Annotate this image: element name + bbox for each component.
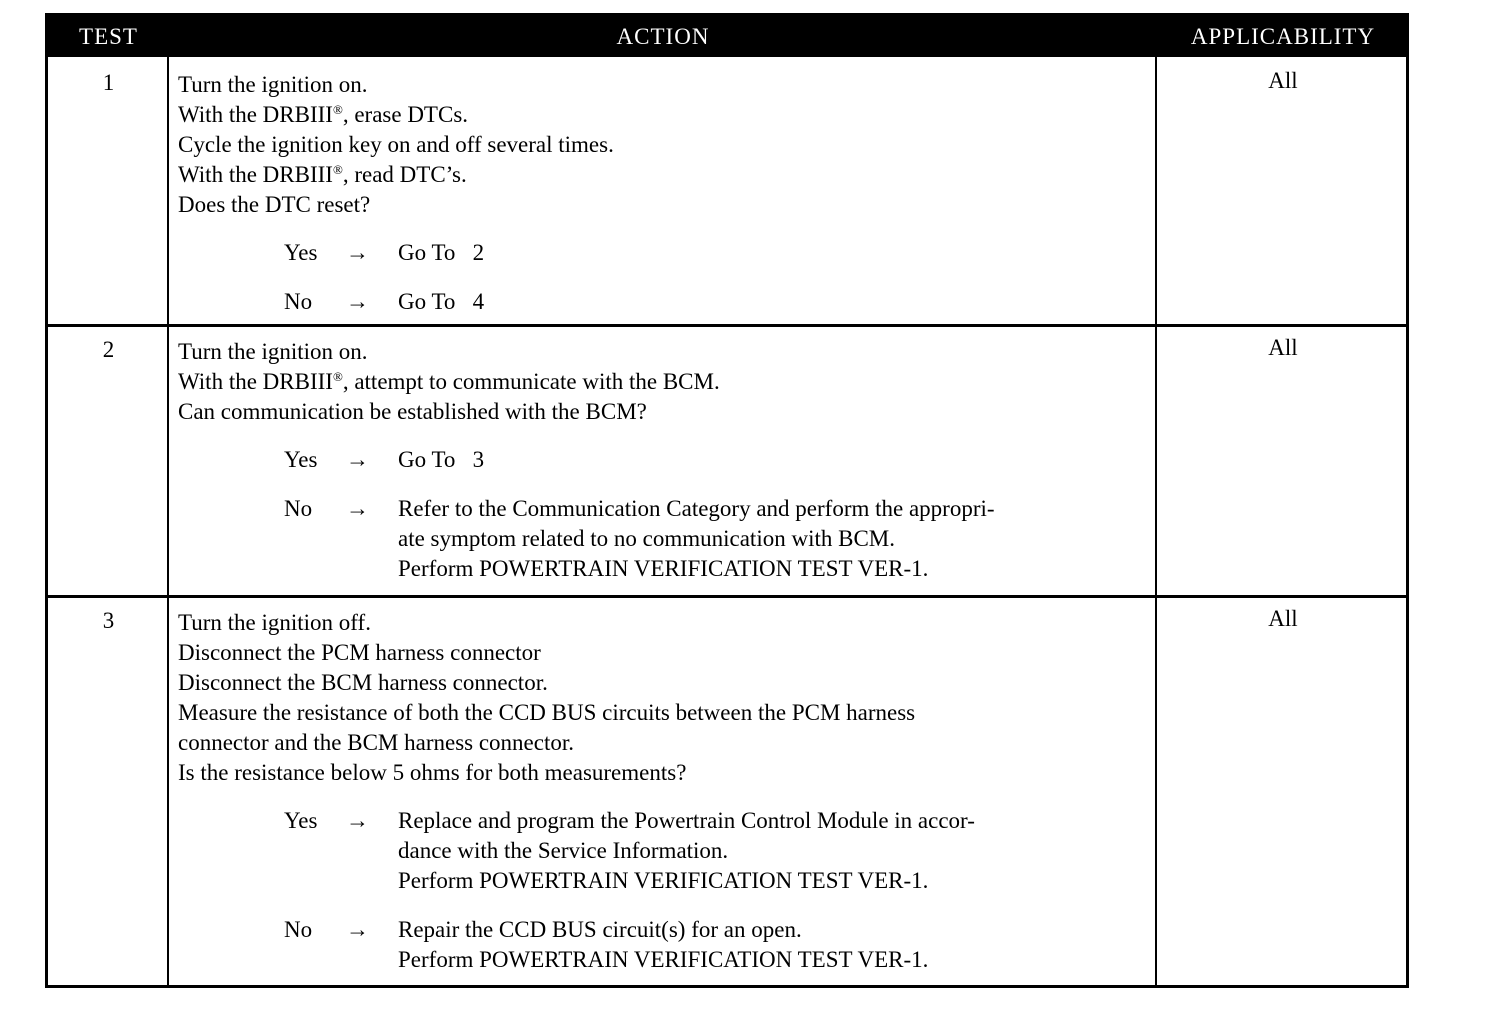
- table-row-test-3: [48, 598, 1406, 985]
- result-text: Repair the CCD BUS circuit(s) for an open. Perform POWERTRAIN VERIFICATION TEST VER-1.: [398, 917, 929, 972]
- result-no: [178, 494, 1150, 584]
- test-number: 2: [102, 337, 115, 362]
- result-list: [178, 445, 1150, 584]
- action-step: Turn the ignition on.: [178, 339, 368, 364]
- result-list: [178, 806, 1150, 975]
- applicability-cell: All: [1268, 335, 1298, 360]
- result-text: Replace and program the Powertrain Control Module in accor- dance with the Service Information. Perform POWERTRAIN VERIFICATION TEST VER-1.: [398, 808, 975, 893]
- arrow-icon: →: [346, 447, 369, 472]
- result-text: Go To 2: [398, 240, 485, 265]
- result-no: [178, 915, 1150, 975]
- result-yes: [178, 445, 1150, 475]
- arrow-icon: →: [346, 289, 369, 314]
- applicability-cell: All: [1268, 68, 1298, 93]
- test-number: 3: [102, 608, 115, 633]
- arrow-icon: →: [346, 496, 369, 521]
- result-answer: No: [284, 289, 313, 314]
- action-cell: [178, 337, 1150, 584]
- result-text: Refer to the Communication Category and perform the appropri- ate symptom related to no communication with BCM. Perform POWERTRAIN VERIFICATION TEST VER-1.: [398, 496, 995, 581]
- result-yes: [178, 806, 1150, 896]
- header-applicability: APPLICABILITY: [1190, 24, 1376, 49]
- registered-mark: ®: [332, 162, 343, 177]
- action-step: Turn the ignition on.: [178, 72, 368, 97]
- result-text: Go To 3: [398, 447, 485, 472]
- result-answer: Yes: [284, 240, 318, 265]
- test-number: 1: [102, 70, 115, 95]
- arrow-icon: →: [346, 240, 369, 265]
- arrow-icon: →: [346, 917, 369, 942]
- action-step: Disconnect the PCM harness connector: [178, 640, 541, 665]
- action-step: Disconnect the BCM harness connector.: [178, 670, 548, 695]
- table-row-test-2: [48, 327, 1406, 595]
- action-question: Does the DTC reset?: [178, 192, 371, 217]
- action-step: With the DRBIII®, attempt to communicate with the BCM.: [178, 369, 720, 394]
- action-question: Can communication be established with the BCM?: [178, 399, 647, 424]
- header-action: ACTION: [616, 24, 710, 49]
- registered-mark: ®: [332, 102, 343, 117]
- action-question: Is the resistance below 5 ohms for both measurements?: [178, 760, 687, 785]
- result-yes: [178, 238, 1150, 268]
- registered-mark: ®: [332, 369, 343, 384]
- result-answer: No: [284, 496, 313, 521]
- action-step: With the DRBIII®, erase DTCs.: [178, 102, 469, 127]
- header-test: TEST: [79, 24, 138, 49]
- diagnostic-table: [45, 13, 1409, 988]
- result-list: [178, 238, 1150, 317]
- applicability-cell: All: [1268, 606, 1298, 631]
- action-step: connector and the BCM harness connector.: [178, 730, 574, 755]
- action-step: Turn the ignition off.: [178, 610, 371, 635]
- action-step: With the DRBIII®, read DTC’s.: [178, 162, 467, 187]
- action-cell: [178, 608, 1150, 975]
- result-answer: Yes: [284, 808, 318, 833]
- result-no: [178, 287, 1150, 317]
- table-row-test-1: [48, 60, 1406, 324]
- result-answer: Yes: [284, 447, 318, 472]
- result-answer: No: [284, 917, 313, 942]
- action-cell: [178, 70, 1150, 317]
- action-step: Cycle the ignition key on and off several times.: [178, 132, 614, 157]
- result-text: Go To 4: [398, 289, 485, 314]
- action-step: Measure the resistance of both the CCD BUS circuits between the PCM harness: [178, 700, 916, 725]
- arrow-icon: →: [346, 808, 369, 833]
- table-header: [48, 16, 1406, 57]
